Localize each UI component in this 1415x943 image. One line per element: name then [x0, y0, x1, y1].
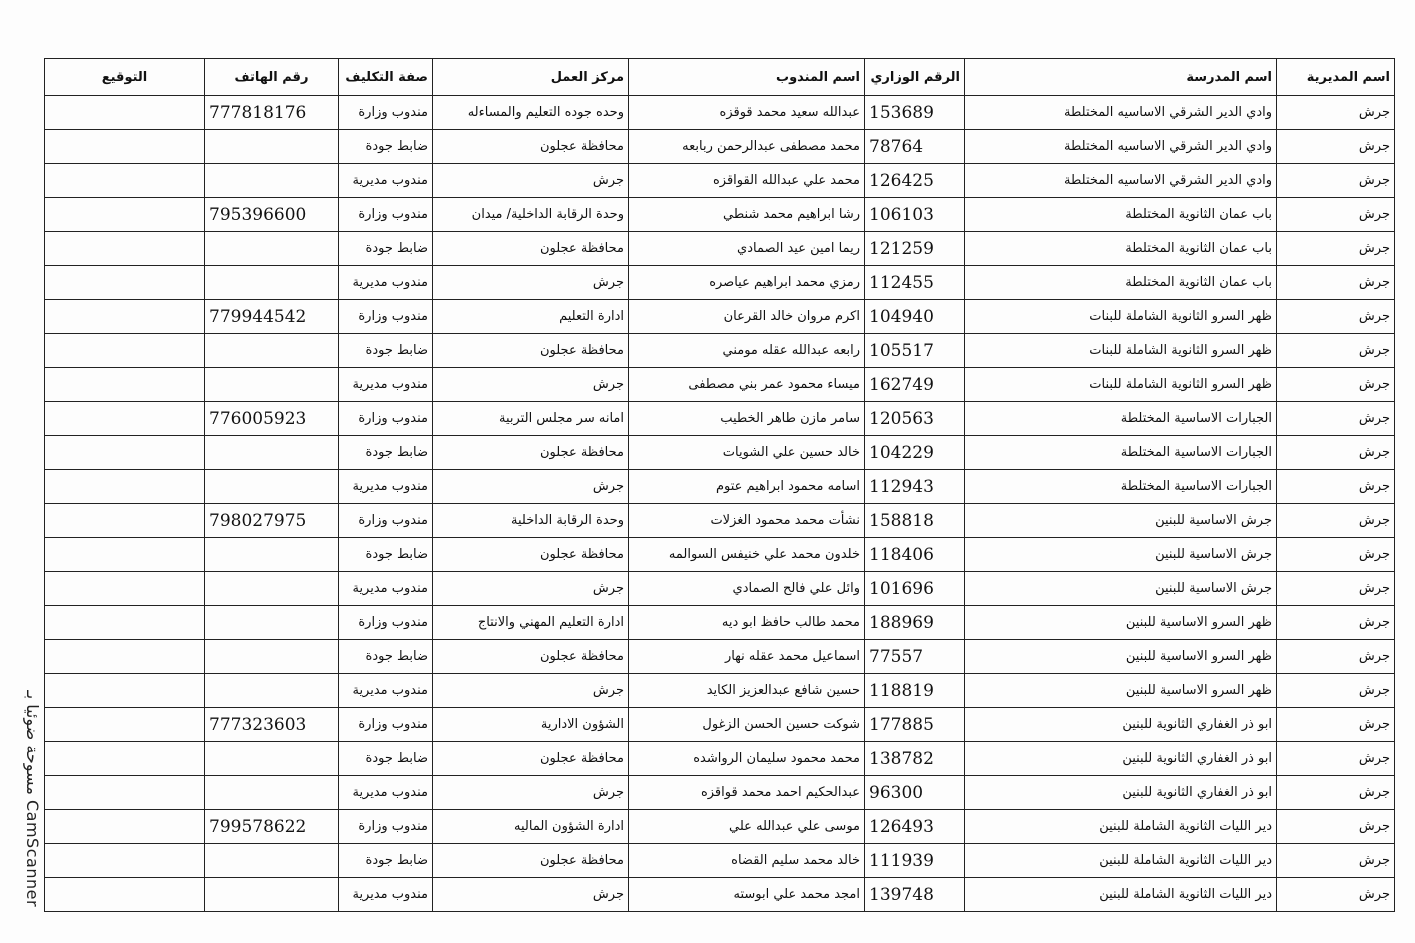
work-center-cell: ادارة الشؤون الماليه: [433, 810, 629, 844]
signature-cell: [45, 198, 205, 232]
ministry-id-cell: 118406: [865, 538, 965, 572]
assignment-cell: ضابط جودة: [339, 844, 433, 878]
delegate-name-cell: خلدون محمد علي خنيفس السوالمه: [629, 538, 865, 572]
directorate-cell: جرش: [1277, 300, 1395, 334]
ministry-id-cell: 158818: [865, 504, 965, 538]
directorate-cell: جرش: [1277, 164, 1395, 198]
signature-cell: [45, 640, 205, 674]
assignment-cell: ضابط جودة: [339, 640, 433, 674]
directorate-cell: جرش: [1277, 198, 1395, 232]
delegate-name-cell: نشأت محمد محمود الغزلات: [629, 504, 865, 538]
school-cell: ظهر السرو الاساسية للبنين: [965, 640, 1277, 674]
signature-cell: [45, 266, 205, 300]
school-cell: الجبارات الاساسية المختلطة: [965, 470, 1277, 504]
assignment-cell: ضابط جودة: [339, 436, 433, 470]
phone-cell: [205, 572, 339, 606]
table-row: [45, 300, 1395, 334]
assignment-cell: مندوب وزارة: [339, 96, 433, 130]
signature-cell: [45, 810, 205, 844]
delegates-table: [44, 58, 1395, 912]
ministry-id-cell: 112943: [865, 470, 965, 504]
table-row: [45, 810, 1395, 844]
assignment-cell: مندوب وزارة: [339, 198, 433, 232]
table-row: [45, 266, 1395, 300]
phone-cell: [205, 844, 339, 878]
school-cell: ابو ذر الغفاري الثانوية للبنين: [965, 708, 1277, 742]
ministry-id-cell: 162749: [865, 368, 965, 402]
signature-cell: [45, 674, 205, 708]
directorate-cell: جرش: [1277, 606, 1395, 640]
assignment-cell: مندوب مديرية: [339, 572, 433, 606]
delegate-name-cell: محمد مصطفى عبدالرحمن ربابعه: [629, 130, 865, 164]
table-row: [45, 708, 1395, 742]
phone-cell: [205, 266, 339, 300]
directorate-cell: جرش: [1277, 572, 1395, 606]
school-cell: ظهر السرو الثانوية الشاملة للبنات: [965, 368, 1277, 402]
phone-cell: 795396600: [205, 198, 339, 232]
table-row: [45, 674, 1395, 708]
school-cell: دير الليات الثانوية الشاملة للبنين: [965, 844, 1277, 878]
ministry-id-cell: 104229: [865, 436, 965, 470]
table-row: [45, 470, 1395, 504]
school-cell: ظهر السرو الثانوية الشاملة للبنات: [965, 300, 1277, 334]
signature-cell: [45, 776, 205, 810]
signature-cell: [45, 572, 205, 606]
header-ministry-id: الرقم الوزاري: [865, 59, 965, 96]
table-row: [45, 198, 1395, 232]
work-center-cell: جرش: [433, 776, 629, 810]
school-cell: جرش الاساسية للبنين: [965, 504, 1277, 538]
directorate-cell: جرش: [1277, 674, 1395, 708]
directorate-cell: جرش: [1277, 640, 1395, 674]
table-row: [45, 334, 1395, 368]
assignment-cell: مندوب وزارة: [339, 504, 433, 538]
directorate-cell: جرش: [1277, 538, 1395, 572]
phone-cell: [205, 436, 339, 470]
school-cell: ظهر السرو الاساسية للبنين: [965, 606, 1277, 640]
directorate-cell: جرش: [1277, 232, 1395, 266]
assignment-cell: مندوب مديرية: [339, 470, 433, 504]
delegate-name-cell: اسامه محمود ابراهيم عتوم: [629, 470, 865, 504]
assignment-cell: مندوب وزارة: [339, 708, 433, 742]
school-cell: الجبارات الاساسية المختلطة: [965, 402, 1277, 436]
ministry-id-cell: 78764: [865, 130, 965, 164]
table-row: [45, 776, 1395, 810]
school-cell: باب عمان الثانوية المختلطة: [965, 266, 1277, 300]
ministry-id-cell: 105517: [865, 334, 965, 368]
phone-cell: [205, 640, 339, 674]
directorate-cell: جرش: [1277, 334, 1395, 368]
ministry-id-cell: 139748: [865, 878, 965, 912]
delegate-name-cell: حسين شافع عبدالعزيز الكايد: [629, 674, 865, 708]
school-cell: دير الليات الثانوية الشاملة للبنين: [965, 878, 1277, 912]
phone-cell: [205, 232, 339, 266]
header-signature: التوقيع: [45, 59, 205, 96]
delegate-name-cell: رشا ابراهيم محمد شنطي: [629, 198, 865, 232]
header-work-center: مركز العمل: [433, 59, 629, 96]
delegate-name-cell: خالد محمد سليم القضاه: [629, 844, 865, 878]
signature-cell: [45, 708, 205, 742]
ministry-id-cell: 153689: [865, 96, 965, 130]
directorate-cell: جرش: [1277, 708, 1395, 742]
phone-cell: [205, 606, 339, 640]
directorate-cell: جرش: [1277, 776, 1395, 810]
phone-cell: [205, 470, 339, 504]
assignment-cell: ضابط جودة: [339, 130, 433, 164]
table-row: [45, 232, 1395, 266]
phone-cell: 798027975: [205, 504, 339, 538]
header-school: اسم المدرسة: [965, 59, 1277, 96]
work-center-cell: امانه سر مجلس التربية: [433, 402, 629, 436]
directorate-cell: جرش: [1277, 266, 1395, 300]
assignment-cell: مندوب وزارة: [339, 606, 433, 640]
phone-cell: [205, 164, 339, 198]
directorate-cell: جرش: [1277, 402, 1395, 436]
table-row: [45, 606, 1395, 640]
work-center-cell: جرش: [433, 266, 629, 300]
work-center-cell: محافظة عجلون: [433, 436, 629, 470]
table-row: [45, 436, 1395, 470]
table-row: [45, 96, 1395, 130]
delegate-name-cell: ريما امين عيد الصمادي: [629, 232, 865, 266]
signature-cell: [45, 742, 205, 776]
directorate-cell: جرش: [1277, 130, 1395, 164]
work-center-cell: محافظة عجلون: [433, 538, 629, 572]
work-center-cell: ادارة التعليم المهني والانتاج: [433, 606, 629, 640]
assignment-cell: مندوب وزارة: [339, 810, 433, 844]
school-cell: جرش الاساسية للبنين: [965, 538, 1277, 572]
camscanner-watermark: مسوحة ضوئيا بـ CamScanner: [23, 690, 42, 908]
delegate-name-cell: عبدالله سعيد محمد قوقزه: [629, 96, 865, 130]
table-row: [45, 130, 1395, 164]
signature-cell: [45, 334, 205, 368]
phone-cell: 799578622: [205, 810, 339, 844]
table-row: [45, 538, 1395, 572]
delegate-name-cell: موسى علي عبدالله علي: [629, 810, 865, 844]
phone-cell: 777818176: [205, 96, 339, 130]
table-row: [45, 878, 1395, 912]
school-cell: وادي الدير الشرقي الاساسيه المختلطة: [965, 130, 1277, 164]
signature-cell: [45, 504, 205, 538]
assignment-cell: ضابط جودة: [339, 742, 433, 776]
table-row: [45, 572, 1395, 606]
work-center-cell: ادارة التعليم: [433, 300, 629, 334]
ministry-id-cell: 101696: [865, 572, 965, 606]
ministry-id-cell: 96300: [865, 776, 965, 810]
table-row: [45, 504, 1395, 538]
delegate-name-cell: رمزي محمد ابراهيم عياصره: [629, 266, 865, 300]
directorate-cell: جرش: [1277, 368, 1395, 402]
ministry-id-cell: 111939: [865, 844, 965, 878]
school-cell: ابو ذر الغفاري الثانوية للبنين: [965, 742, 1277, 776]
assignment-cell: ضابط جودة: [339, 334, 433, 368]
header-assignment: صفة التكليف: [339, 59, 433, 96]
ministry-id-cell: 118819: [865, 674, 965, 708]
assignment-cell: مندوب وزارة: [339, 300, 433, 334]
signature-cell: [45, 368, 205, 402]
signature-cell: [45, 232, 205, 266]
signature-cell: [45, 538, 205, 572]
signature-cell: [45, 164, 205, 198]
header-delegate-name: اسم المندوب: [629, 59, 865, 96]
phone-cell: [205, 538, 339, 572]
directorate-cell: جرش: [1277, 878, 1395, 912]
delegate-name-cell: محمد محمود سليمان الرواشده: [629, 742, 865, 776]
assignment-cell: ضابط جودة: [339, 538, 433, 572]
school-cell: ظهر السرو الاساسية للبنين: [965, 674, 1277, 708]
school-cell: جرش الاساسية للبنين: [965, 572, 1277, 606]
assignment-cell: مندوب مديرية: [339, 776, 433, 810]
school-cell: وادي الدير الشرقي الاساسيه المختلطة: [965, 96, 1277, 130]
delegate-name-cell: شوكت حسين الحسن الزغول: [629, 708, 865, 742]
school-cell: باب عمان الثانوية المختلطة: [965, 198, 1277, 232]
work-center-cell: الشؤون الادارية: [433, 708, 629, 742]
work-center-cell: وحده جوده التعليم والمساءله: [433, 96, 629, 130]
directorate-cell: جرش: [1277, 504, 1395, 538]
delegate-name-cell: سامر مازن طاهر الخطيب: [629, 402, 865, 436]
phone-cell: 779944542: [205, 300, 339, 334]
table-row: [45, 844, 1395, 878]
table-body: [45, 96, 1395, 912]
ministry-id-cell: 138782: [865, 742, 965, 776]
phone-cell: [205, 368, 339, 402]
school-cell: وادي الدير الشرقي الاساسيه المختلطة: [965, 164, 1277, 198]
directorate-cell: جرش: [1277, 436, 1395, 470]
ministry-id-cell: 77557: [865, 640, 965, 674]
table-row: [45, 402, 1395, 436]
assignment-cell: مندوب مديرية: [339, 368, 433, 402]
header-directorate: اسم المديرية: [1277, 59, 1395, 96]
phone-cell: [205, 742, 339, 776]
delegate-name-cell: عبدالحكيم احمد محمد قواقزه: [629, 776, 865, 810]
delegate-name-cell: وائل علي فالح الصمادي: [629, 572, 865, 606]
assignment-cell: مندوب مديرية: [339, 164, 433, 198]
phone-cell: [205, 674, 339, 708]
table-row: [45, 742, 1395, 776]
directorate-cell: جرش: [1277, 844, 1395, 878]
ministry-id-cell: 126425: [865, 164, 965, 198]
work-center-cell: جرش: [433, 878, 629, 912]
directorate-cell: جرش: [1277, 96, 1395, 130]
phone-cell: [205, 776, 339, 810]
school-cell: الجبارات الاساسية المختلطة: [965, 436, 1277, 470]
header-phone: رقم الهاتف: [205, 59, 339, 96]
table-row: [45, 640, 1395, 674]
signature-cell: [45, 436, 205, 470]
delegate-name-cell: اكرم مروان خالد القرعان: [629, 300, 865, 334]
signature-cell: [45, 606, 205, 640]
ministry-id-cell: 112455: [865, 266, 965, 300]
ministry-id-cell: 106103: [865, 198, 965, 232]
phone-cell: [205, 878, 339, 912]
phone-cell: 777323603: [205, 708, 339, 742]
school-cell: ابو ذر الغفاري الثانوية للبنين: [965, 776, 1277, 810]
phone-cell: 776005923: [205, 402, 339, 436]
work-center-cell: وحدة الرقابة الداخلية/ ميدان: [433, 198, 629, 232]
work-center-cell: جرش: [433, 572, 629, 606]
signature-cell: [45, 130, 205, 164]
ministry-id-cell: 121259: [865, 232, 965, 266]
signature-cell: [45, 402, 205, 436]
work-center-cell: جرش: [433, 470, 629, 504]
table-row: [45, 368, 1395, 402]
phone-cell: [205, 334, 339, 368]
signature-cell: [45, 844, 205, 878]
work-center-cell: جرش: [433, 368, 629, 402]
ministry-id-cell: 177885: [865, 708, 965, 742]
work-center-cell: جرش: [433, 674, 629, 708]
work-center-cell: محافظة عجلون: [433, 130, 629, 164]
ministry-id-cell: 120563: [865, 402, 965, 436]
assignment-cell: مندوب مديرية: [339, 878, 433, 912]
table-row: [45, 164, 1395, 198]
work-center-cell: محافظة عجلون: [433, 232, 629, 266]
assignment-cell: ضابط جودة: [339, 232, 433, 266]
signature-cell: [45, 878, 205, 912]
assignment-cell: مندوب مديرية: [339, 266, 433, 300]
signature-cell: [45, 470, 205, 504]
work-center-cell: محافظة عجلون: [433, 844, 629, 878]
assignment-cell: مندوب مديرية: [339, 674, 433, 708]
delegate-name-cell: محمد طالب حافظ ابو ديه: [629, 606, 865, 640]
work-center-cell: محافظة عجلون: [433, 742, 629, 776]
school-cell: دير الليات الثانوية الشاملة للبنين: [965, 810, 1277, 844]
ministry-id-cell: 104940: [865, 300, 965, 334]
ministry-id-cell: 126493: [865, 810, 965, 844]
delegate-name-cell: رابعه عبدالله عقله مومني: [629, 334, 865, 368]
work-center-cell: محافظة عجلون: [433, 640, 629, 674]
work-center-cell: وحدة الرقابة الداخلية: [433, 504, 629, 538]
table-header-row: [45, 59, 1395, 96]
directorate-cell: جرش: [1277, 742, 1395, 776]
ministry-id-cell: 188969: [865, 606, 965, 640]
assignment-cell: مندوب وزارة: [339, 402, 433, 436]
phone-cell: [205, 130, 339, 164]
delegate-name-cell: محمد علي عبدالله القواقزه: [629, 164, 865, 198]
directorate-cell: جرش: [1277, 470, 1395, 504]
work-center-cell: جرش: [433, 164, 629, 198]
delegate-name-cell: امجد محمد علي ابوسته: [629, 878, 865, 912]
directorate-cell: جرش: [1277, 810, 1395, 844]
delegate-name-cell: ميساء محمود عمر بني مصطفى: [629, 368, 865, 402]
delegate-name-cell: خالد حسين علي الشويات: [629, 436, 865, 470]
school-cell: ظهر السرو الثانوية الشاملة للبنات: [965, 334, 1277, 368]
school-cell: باب عمان الثانوية المختلطة: [965, 232, 1277, 266]
work-center-cell: محافظة عجلون: [433, 334, 629, 368]
signature-cell: [45, 300, 205, 334]
signature-cell: [45, 96, 205, 130]
delegate-name-cell: اسماعيل محمد عقله نهار: [629, 640, 865, 674]
